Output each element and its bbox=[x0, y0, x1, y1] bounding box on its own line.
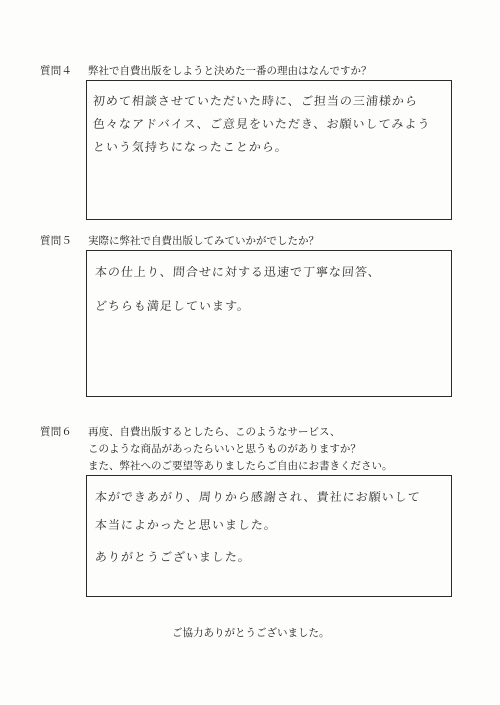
answer-4-line-3: という気持ちになったことから。 bbox=[92, 140, 289, 154]
question-4-text: 弊社で自費出版をしようと決めた一番の理由はなんですか？ bbox=[88, 65, 372, 77]
answer-4-box bbox=[86, 80, 452, 220]
answer-6-line-3: ありがとうございました。 bbox=[94, 550, 252, 564]
question-5-label: 質問５ bbox=[40, 235, 73, 247]
answer-5-box bbox=[86, 250, 452, 397]
answer-4-line-2: 色々なアドバイス、ご意見をいただき、お願いしてみよう bbox=[92, 117, 431, 131]
question-6-line-1: 再度、自費出版するとしたら、このようなサービス、 bbox=[88, 426, 341, 438]
answer-6-box bbox=[86, 475, 452, 597]
answer-6-line-1: 本ができあがり、周りから感謝され、貴社にお願いして bbox=[94, 490, 422, 504]
question-6-line-2: このような商品があったらいいと思うものがありますか？ bbox=[88, 443, 361, 455]
question-6-label: 質問６ bbox=[40, 426, 73, 438]
answer-6-line-2: 本当によかったと思いました。 bbox=[94, 518, 278, 532]
question-6-line-3: また、弊社へのご要望等ありましたらご自由にお書きください。 bbox=[88, 460, 393, 472]
answer-5-line-2: どちらも満足しています。 bbox=[94, 299, 251, 313]
closing-message: ご協力ありがとうございました。 bbox=[172, 627, 330, 639]
question-5-text: 実際に弊社で自費出版してみていかがでしたか？ bbox=[88, 235, 319, 247]
answer-5-line-1: 本の仕上り、問合せに対する迅速で丁寧な回答、 bbox=[94, 265, 382, 279]
question-4-label: 質問４ bbox=[40, 65, 73, 77]
answer-4-line-1: 初めて相談させていただいた時に、ご担当の三浦様から bbox=[92, 94, 419, 108]
